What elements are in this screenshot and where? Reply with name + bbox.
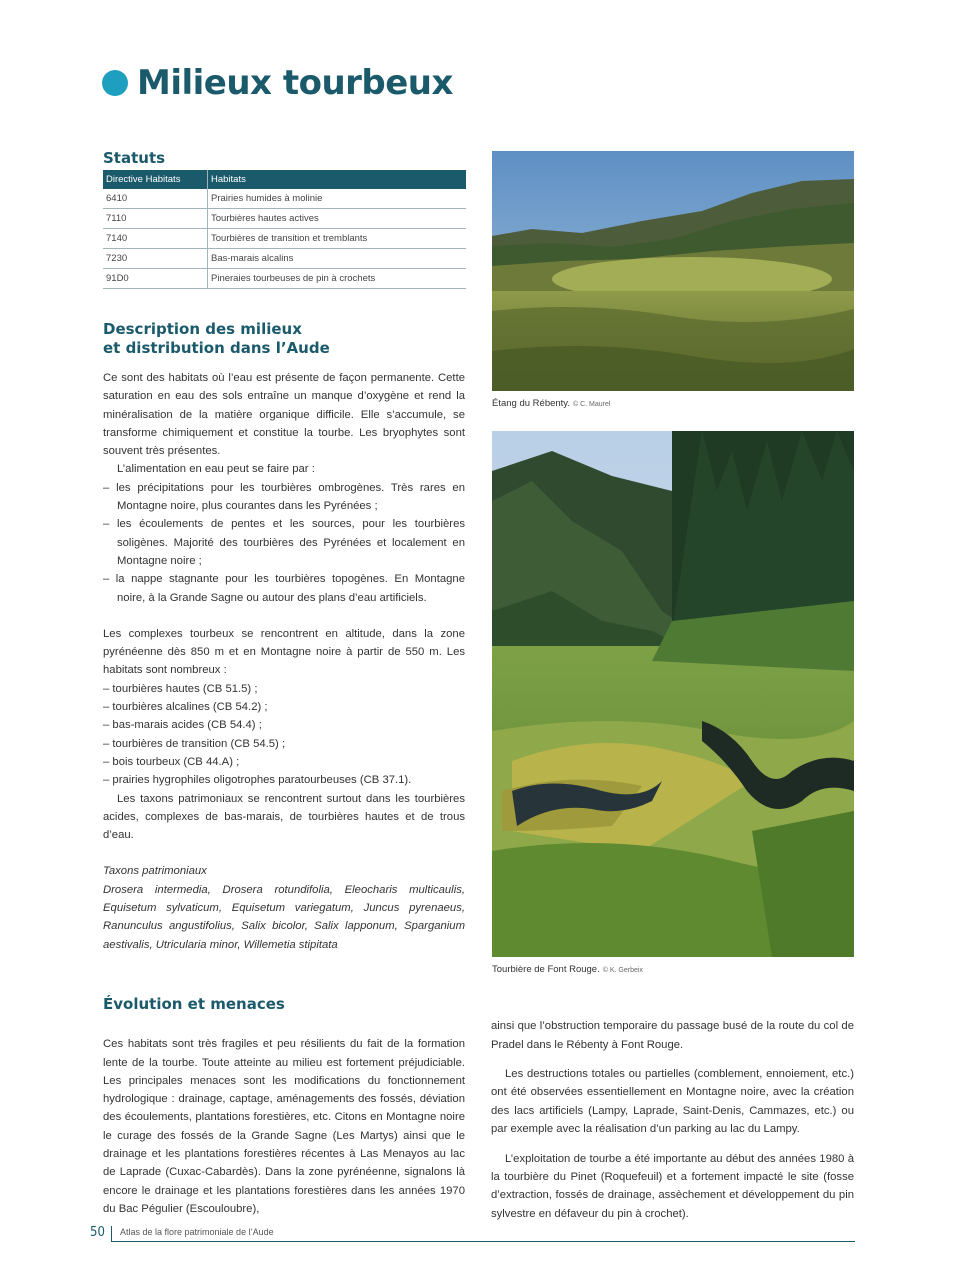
table-cell: Tourbières de transition et tremblants: [208, 229, 467, 249]
habitats-list: [103, 680, 465, 790]
photo-credit: © C. Maurel: [573, 401, 611, 408]
table-header-cell: Habitats: [208, 170, 467, 189]
description-heading: [103, 320, 463, 358]
page-number: 50: [90, 1225, 105, 1240]
photo-caption: Étang du Rébenty. © C. Maurel: [492, 398, 611, 409]
table-cell: Bas-marais alcalins: [208, 249, 467, 269]
paragraph: L’alimentation en eau peut se faire par :: [117, 463, 315, 476]
photo-tourbiere-font-rouge: [492, 431, 854, 957]
paragraph: Les destructions totales ou partielles (comblement, ennoiement, etc.) ont été observées essentiellement en Montagne noire, avec la création des lacs artificiels (Lampy, Laprade, Saint-Denis, Cammazes, etc.) ou par exemple avec la réalisation d’un parking au lac du Lampy.: [491, 1068, 854, 1136]
table-cell: 7110: [103, 209, 208, 229]
table-cell: 91D0: [103, 269, 208, 289]
evolution-heading: Évolution et menaces: [103, 995, 285, 1013]
footer-text: Atlas de la flore patrimoniale de l’Aude: [120, 1227, 274, 1237]
description-heading-line2: et distribution dans l’Aude: [103, 339, 330, 357]
water-supply-list: [103, 479, 465, 607]
list-item: – les écoulements de pentes et les sources, pour les tourbières soligènes. Majorité des tourbières des Pyrénées et localement en Montagne noire ;: [103, 515, 465, 570]
evolution-column-right: [491, 1006, 854, 1234]
list-item: – la nappe stagnante pour les tourbières topogènes. En Montagne noire, à la Grande Sagne ou autour des plans d’eau artificiels.: [103, 570, 465, 607]
description-heading-line1: Description des milieux: [103, 320, 302, 338]
table-row: [103, 189, 466, 209]
list-item: – prairies hygrophiles oligotrophes paratourbeuses (CB 37.1).: [103, 771, 465, 789]
table-row: [103, 269, 466, 289]
paragraph: Les taxons patrimoniaux se rencontrent surtout dans les tourbières acides, complexes de bas-marais, de tourbières hautes et de trous d’eau.: [103, 792, 465, 842]
list-item: – tourbières alcalines (CB 54.2) ;: [103, 698, 465, 716]
table-row: [103, 229, 466, 249]
taxa-label: Taxons patrimoniaux: [103, 865, 207, 878]
list-item: – bas-marais acides (CB 54.4) ;: [103, 716, 465, 734]
table-cell: Pineraies tourbeuses de pin à crochets: [208, 269, 467, 289]
table-cell: 6410: [103, 189, 208, 209]
table-cell: Prairies humides à molinie: [208, 189, 467, 209]
list-item: – bois tourbeux (CB 44.A) ;: [103, 753, 465, 771]
footer-rule: [111, 1241, 855, 1242]
table-row: [103, 209, 466, 229]
photo-credit: © K. Gerbeix: [602, 967, 643, 974]
table-row: [103, 249, 466, 269]
evolution-column-left: [103, 1024, 465, 1230]
photo-etang-rebenty: [492, 151, 854, 391]
paragraph: Les complexes tourbeux se rencontrent en altitude, dans la zone pyrénéenne dès 850 m et en Montagne noire à partir de 550 m. Les habitats sont nombreux :: [103, 627, 465, 677]
paragraph: ainsi que l’obstruction temporaire du passage busé de la route du col de Pradel dans le Rébenty à Font Rouge.: [491, 1020, 854, 1051]
list-item: – les précipitations pour les tourbières ombrogènes. Très rares en Montagne noire, plus courantes dans les Pyrénées ;: [103, 479, 465, 516]
paragraph: Ces habitats sont très fragiles et peu résilients du fait de la formation lente de la tourbe. Toute atteinte au milieu est fortement préjudiciable. Les principales menaces sont les modifications du fonctionnement hydrologique : drainage, captage, aménagements des fossés, déviation des écoulements, plantations forestières, etc. Citons en Montagne noire le curage des fossés de la Grande Sagne (Les Martys) ainsi que le drainage et les plantations forestières récentes à Las Menayos au lac de Laprade (Cuxac-Cabardès). Dans la zone pyrénéenne, signalons là encore le drainage et les plantations forestières dans les années 1970 du Bac Pégulier (Escouloubre),: [103, 1038, 465, 1215]
list-item: – tourbières de transition (CB 54.5) ;: [103, 735, 465, 753]
description-body: [103, 369, 465, 954]
statuts-table: [103, 170, 466, 289]
table-header-row: [103, 170, 466, 189]
table-cell: Tourbières hautes actives: [208, 209, 467, 229]
paragraph: Ce sont des habitats où l’eau est présente de façon permanente. Cette saturation en eau des sols entraîne un manque d’oxygène et rend la minéralisation de la matière organique difficile. Elle s’accumule, se transforme chimiquement et constitue la tourbe. Les bryophytes sont souvent très présentes.: [103, 372, 465, 458]
taxa-list: Drosera intermedia, Drosera rotundifolia, Eleocharis multicaulis, Equisetum sylvaticum, Equisetum variegatum, Juncus pyrenaeus, Ranunculus angustifolius, Salix bicolor, Salix lapponum, Sparganium aestivalis, Utricularia minor, Willemetia stipitata: [103, 883, 465, 951]
page-title: Milieux tourbeux: [137, 63, 453, 103]
table-header-cell: Directive Habitats: [103, 170, 208, 189]
statuts-heading: Statuts: [103, 149, 166, 167]
photo-caption: Tourbière de Font Rouge. © K. Gerbeix: [492, 964, 643, 975]
paragraph: L’exploitation de tourbe a été importante au début des années 1980 à la tourbière du Pinet (Roquefeuil) et a fortement impacté le site (fosse d’extraction, fossés de drainage, assèchement et développement du pin sylvestre en défaveur du pin à crochet).: [491, 1152, 854, 1220]
page-title-block: [102, 58, 453, 108]
title-bullet-dot: [102, 70, 128, 96]
table-cell: 7140: [103, 229, 208, 249]
list-item: – tourbières hautes (CB 51.5) ;: [103, 680, 465, 698]
footer-separator: [111, 1226, 112, 1241]
table-cell: 7230: [103, 249, 208, 269]
